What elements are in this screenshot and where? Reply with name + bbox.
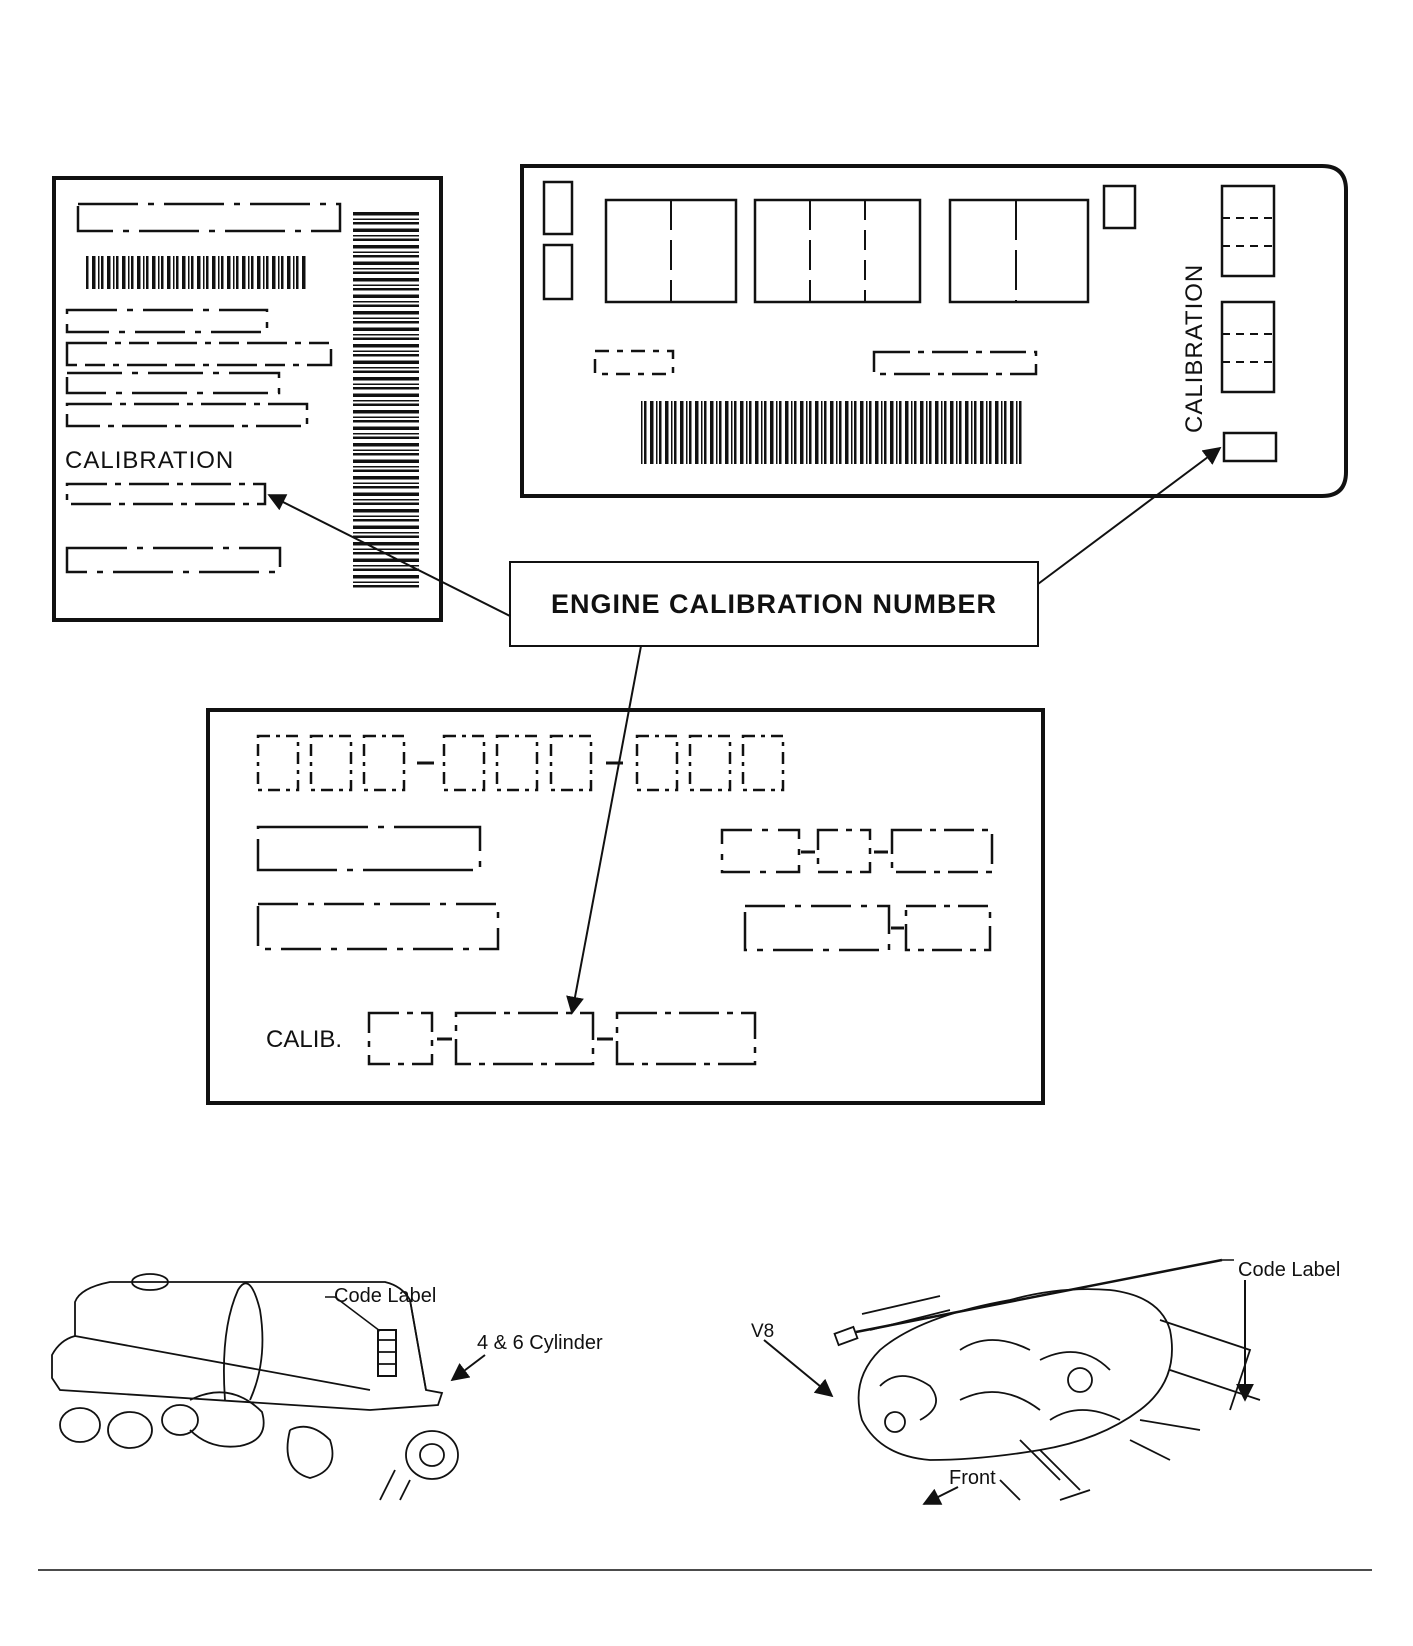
barcode-bar [914, 401, 917, 464]
digit-box [690, 736, 730, 790]
barcode-bar [353, 272, 419, 275]
barcode-bar [353, 354, 419, 357]
barcode-bar [725, 401, 729, 464]
barcode-bar [353, 410, 419, 414]
barcode-bar [719, 401, 722, 464]
barcode-bar [287, 256, 291, 289]
barcode-bar [218, 256, 220, 289]
field-box [67, 548, 280, 572]
calib-field-3 [617, 1013, 755, 1064]
barcode-bar [695, 401, 699, 464]
barcode-bar [242, 256, 246, 289]
barcode-bar [746, 401, 748, 464]
barcode-bar [353, 252, 419, 254]
code-box [1222, 186, 1274, 276]
field-box [745, 906, 889, 950]
barcode-bar [101, 256, 104, 289]
barcode-bar [665, 401, 669, 464]
barcode-bar [353, 453, 419, 456]
barcode-bar [203, 256, 205, 289]
barcode-bar [353, 503, 419, 506]
barcode-bar [353, 235, 419, 237]
calibration-label: CALIBRATION [65, 447, 235, 474]
barcode-bar [824, 401, 827, 464]
barcode-bar [266, 256, 269, 289]
barcode-bar [860, 401, 864, 464]
barcode-bar [353, 536, 419, 539]
barcode-bar [701, 401, 703, 464]
barcode-bar [965, 401, 969, 464]
barcode-bar [1001, 401, 1003, 464]
barcode-bar [353, 288, 419, 291]
barcode-bar [158, 256, 160, 289]
digit-box [743, 736, 783, 790]
barcode-bar [182, 256, 186, 289]
barcode-bar [956, 401, 958, 464]
barcode-bar [950, 401, 954, 464]
barcode-bar [353, 585, 419, 588]
barcode-bar [671, 401, 673, 464]
calib-field-2 [456, 1013, 593, 1064]
barcode-bar [899, 401, 902, 464]
barcode-bar [890, 401, 894, 464]
barcode-bar [128, 256, 130, 289]
barcode-bar [161, 256, 164, 289]
pointer-arrow-left [269, 495, 510, 616]
small-box [544, 182, 572, 234]
barcode-bar [881, 401, 883, 464]
engine-type-right: V8 [751, 1321, 775, 1342]
digit-box [444, 736, 484, 790]
barcode-bar [353, 516, 419, 518]
barcode-bar [233, 256, 235, 289]
barcode-bar [353, 229, 419, 233]
barcode-bar [986, 401, 988, 464]
barcode-bar [974, 401, 977, 464]
barcode-bar [353, 301, 419, 303]
barcode-bar [920, 401, 924, 464]
barcode-bar [353, 262, 419, 266]
barcode-bar [197, 256, 201, 289]
code-label-left: Code Label [334, 1285, 437, 1307]
barcode-bar [353, 377, 419, 381]
barcode-bar [353, 466, 419, 468]
barcode-bar [173, 256, 175, 289]
v8-engine-illustration [764, 1260, 1260, 1504]
barcode-bar [995, 401, 999, 464]
barcode-bar [830, 401, 834, 464]
field-box [906, 906, 990, 950]
barcode-bar [980, 401, 984, 464]
barcode-bar [911, 401, 913, 464]
barcode-bar [959, 401, 962, 464]
barcode-bar [188, 256, 190, 289]
barcode-bar [281, 256, 284, 289]
barcode-bar [353, 278, 419, 282]
barcode-bar [353, 387, 419, 390]
barcode-bar [113, 256, 115, 289]
barcode-bar [776, 401, 778, 464]
horizontal-barcode [86, 256, 306, 289]
barcode-bar [353, 311, 419, 315]
barcode-bar [800, 401, 804, 464]
barcode-bar [353, 295, 419, 299]
pointer-arrow-bottom [572, 646, 641, 1013]
barcode-bar [272, 256, 276, 289]
barcode-bar [353, 334, 419, 336]
pointer-arrow-right [1038, 448, 1220, 584]
barcode-bar [212, 256, 216, 289]
barcode-bar [167, 256, 171, 289]
barcode-bar [152, 256, 156, 289]
barcode-bar [353, 575, 419, 579]
barcode-bar [353, 367, 419, 369]
barcode-bar [353, 433, 419, 435]
small-box [544, 245, 572, 299]
front-label: Front [949, 1467, 996, 1489]
field-box [595, 351, 673, 374]
barcode-bar [353, 321, 419, 324]
barcode-bar [353, 404, 419, 407]
barcode-bar [353, 338, 419, 341]
barcode-bar [755, 401, 759, 464]
barcode-bar [353, 328, 419, 332]
barcode-bar [836, 401, 838, 464]
field-box [78, 204, 340, 231]
barcode-bar [353, 285, 419, 287]
field-block [950, 200, 1088, 302]
barcode-bar [1010, 401, 1014, 464]
barcode-bar [353, 499, 419, 501]
calibration-label: CALIBRATION [1181, 263, 1208, 433]
barcode-bar [929, 401, 932, 464]
barcode-bar [263, 256, 265, 289]
barcode-bar [644, 401, 647, 464]
barcode-bar [227, 256, 231, 289]
vertical-barcode [353, 212, 419, 588]
barcode-bar [659, 401, 662, 464]
barcode-bar [353, 582, 419, 584]
barcode-bar [650, 401, 654, 464]
barcode-bar [353, 532, 419, 534]
barcode-bar [794, 401, 797, 464]
barcode-bar [353, 371, 419, 374]
field-block [755, 200, 920, 302]
barcode-bar [353, 450, 419, 452]
barcode-bar [764, 401, 767, 464]
barcode-bar [248, 256, 250, 289]
engine-type-left: 4 & 6 Cylinder [477, 1332, 603, 1354]
barcode-bar [896, 401, 898, 464]
barcode-bar [866, 401, 868, 464]
barcode-bar [353, 351, 419, 353]
field-box [258, 827, 480, 870]
barcode-bar [641, 401, 643, 464]
barcode-bar [353, 509, 419, 513]
barcode-bar [353, 255, 419, 258]
barcode-bar [680, 401, 684, 464]
barcode-bar [92, 256, 96, 289]
barcode-bar [353, 222, 419, 225]
barcode-bar [704, 401, 707, 464]
barcode-bar [353, 318, 419, 320]
barcode-bar [935, 401, 939, 464]
calibration-field [67, 484, 265, 504]
barcode-bar [353, 268, 419, 270]
barcode-bar [674, 401, 677, 464]
barcode-bar [353, 486, 419, 489]
barcode-bar [749, 401, 752, 464]
bottom-emission-label [208, 710, 1043, 1103]
barcode-bar [941, 401, 943, 464]
barcode-bar [353, 239, 419, 242]
barcode-bar [971, 401, 973, 464]
barcode-bar [1004, 401, 1007, 464]
barcode-bar [989, 401, 992, 464]
horizontal-barcode [641, 401, 1022, 464]
inline-engine-illustration [52, 1274, 485, 1500]
barcode-bar [146, 256, 149, 289]
barcode-bar [236, 256, 239, 289]
digit-box [258, 736, 298, 790]
barcode-bar [353, 483, 419, 485]
barcode-bar [353, 470, 419, 473]
barcode-bar [353, 460, 419, 464]
field-box [67, 404, 307, 426]
barcode-bar [815, 401, 819, 464]
barcode-bar [353, 549, 419, 551]
barcode-bar [821, 401, 823, 464]
barcode-bar [761, 401, 763, 464]
barcode-bar [740, 401, 744, 464]
barcode-bar [869, 401, 872, 464]
barcode-bar [353, 245, 419, 249]
barcode-bar [875, 401, 879, 464]
barcode-bar [353, 443, 419, 447]
field-box [722, 830, 799, 872]
callout-label: ENGINE CALIBRATION NUMBER [551, 589, 997, 619]
barcode-bar [353, 526, 419, 530]
barcode-bar [734, 401, 737, 464]
barcode-bar [809, 401, 812, 464]
code-label-right: Code Label [1238, 1259, 1341, 1281]
barcode-bar [353, 519, 419, 522]
digit-box [551, 736, 591, 790]
barcode-bar [689, 401, 692, 464]
barcode-bar [353, 384, 419, 386]
calib-label: CALIB. [266, 1026, 343, 1053]
barcode-bar [851, 401, 853, 464]
barcode-bar [353, 559, 419, 563]
barcode-bar [656, 401, 658, 464]
field-box [67, 310, 267, 332]
barcode-bar [353, 344, 419, 348]
barcode-bar [353, 427, 419, 431]
barcode-bar [278, 256, 280, 289]
barcode-bar [926, 401, 928, 464]
barcode-bar [293, 256, 295, 289]
barcode-bar [791, 401, 793, 464]
barcode-bar [302, 256, 306, 289]
barcode-bar [353, 361, 419, 365]
code-box [1222, 302, 1274, 392]
barcode-bar [353, 493, 419, 497]
barcode-bar [107, 256, 111, 289]
barcode-bar [806, 401, 808, 464]
barcode-bar [779, 401, 782, 464]
barcode-bar [845, 401, 849, 464]
barcode-bar [1016, 401, 1018, 464]
field-box [892, 830, 992, 872]
barcode-bar [944, 401, 947, 464]
barcode-bar [176, 256, 179, 289]
calibration-field [1224, 433, 1276, 461]
barcode-bar [143, 256, 145, 289]
right-emission-label [522, 166, 1346, 496]
digit-box [637, 736, 677, 790]
barcode-bar [257, 256, 261, 289]
barcode-bar [839, 401, 842, 464]
barcode-bar [710, 401, 714, 464]
digit-box [497, 736, 537, 790]
barcode-bar [353, 305, 419, 308]
barcode-bar [191, 256, 194, 289]
barcode-bar [353, 394, 419, 398]
barcode-bar [116, 256, 119, 289]
barcode-bar [686, 401, 688, 464]
barcode-bar [131, 256, 134, 289]
barcode-bar [251, 256, 254, 289]
barcode-bar [122, 256, 126, 289]
barcode-bar [353, 476, 419, 480]
barcode-bar [353, 212, 419, 216]
barcode-bar [1019, 401, 1022, 464]
calib-field-1 [369, 1013, 432, 1064]
small-box [1104, 186, 1135, 228]
left-emission-label [54, 178, 441, 620]
barcode-bar [731, 401, 733, 464]
field-box [818, 830, 870, 872]
field-box [67, 343, 331, 365]
barcode-bar [353, 569, 419, 572]
barcode-bar [884, 401, 887, 464]
barcode-bar [353, 420, 419, 423]
digit-box [311, 736, 351, 790]
barcode-bar [353, 219, 419, 221]
barcode-bar [353, 437, 419, 440]
barcode-bar [353, 400, 419, 402]
barcode-bar [770, 401, 774, 464]
field-box [67, 373, 279, 393]
digit-box [364, 736, 404, 790]
barcode-bar [353, 417, 419, 419]
barcode-bar [905, 401, 909, 464]
barcode-bar [716, 401, 718, 464]
barcode-bar [206, 256, 209, 289]
barcode-bar [86, 256, 89, 289]
barcode-bar [785, 401, 789, 464]
barcode-bar [98, 256, 100, 289]
barcode-bar [137, 256, 141, 289]
barcode-bar [296, 256, 299, 289]
barcode-bar [221, 256, 224, 289]
vin-digit-boxes [258, 736, 783, 790]
field-box [874, 352, 1036, 374]
barcode-bar [854, 401, 857, 464]
field-box [258, 904, 498, 949]
